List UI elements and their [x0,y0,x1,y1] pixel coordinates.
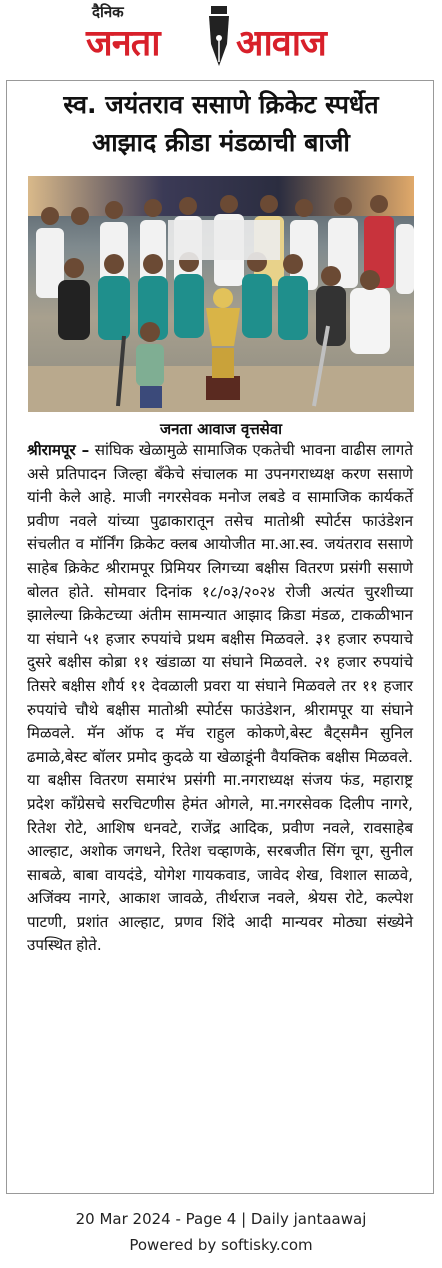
masthead [0,0,442,78]
article-dateline: श्रीरामपूर – [27,441,90,459]
footer-issue-info: 20 Mar 2024 - Page 4 | Daily jantaawaj [75,1210,367,1228]
trophy [206,288,240,400]
headline-line-1: स्व. जयंतराव ससाणे क्रिकेट स्पर्धेत [63,90,379,119]
team-photo [28,176,414,412]
masthead-title-right: आवाज [236,23,326,64]
article-body [27,439,413,958]
masthead-title-left: जनता [86,23,160,64]
article-text: सांघिक खेळामुळे सामाजिक एकतेची भावना वाढीस लागते असे प्रतिपादन जिल्हा बँकेचे संचालक मा उपनगराध्यक्ष करण ससाणे यांनी केले आहे. माजी नगरसेवक मनोज लबडे व सामाजिक कार्यकर्ते प्रवीण नवले यांच्या पुढाकारातून तसेच मातोश्री स्पोर्टस फाउंडेशन संचलीत व मॉर्निंग क्रिकेट क्लब आयोजीत मा.आ.स्व. जयंतराव ससाणे साहेब क्रिकेट श्रीरामपूर प्रिमियर लिगच्या बक्षीस वितरण प्रसंगी ससाणे बोलत होते. सोमवार दिनांक १८/०३/२०२४ रोजी अत्यंत चुरशीच्या झालेल्या क्रिकेटच्या अंतीम सामन्यात आझाद क्रिडा मंडळ, टाकळीभान या संघाने ५१ हजार रुपयांचे प्रथम बक्षीस मिळवले. ३१ हजार रुपयाचे दुसरे बक्षीस कोब्रा ११ खंडाळा या संघाने मिळवले. २१ हजार रुपयांचे तिसरे बक्षीस शौर्य ११ देवळाली प्रवरा या संघाने मिळवले तर ११ हजार रुपयांचे चौथे बक्षीस मातोश्री स्पोर्टस फाउंडेशन, श्रीरामपूर या संघाने मिळवले. मॅन ऑफ द मॅच राहुल कोकणे,बेस्ट बैट्समैन सुनिल ढमाळे,बेस्ट बॉलर प्रमोद कुदळे या खेळाडूंनी वैयक्तिक बक्षीस मिळवले. या बक्षीस वितरण समारंभ प्रसंगी मा.नगराध्यक्ष संजय फंड, महाराष्ट्र प्रदेश काँग्रेसचे सरचिटणीस हेमंत ओगले, मा.नगरसेवक दिलीप नागरे, रितेश रोटे, आशिष धनवटे, राजेंद्र आदिक, प्रवीण नवले, रावसाहेब आल्हाट, अशोक जगधने, रितेश चव्हाणके, सरबजीत सिंग चूग, सुनील साबळे, बाबा वायदंडे, योगेश गायकवाड, जावेद शेख, विशाल साळवे, अजिंक्य नागरे, आकाश जावळे, तीर्थराज नवले, श्रेयस रोटे, कल्पेश पाटणी, प्रशांत आल्हाट, प्रणव शिंदे आदी मान्यवर मोठ्या संख्येने उपस्थित होते. [27,441,413,955]
headline-line-2: आझाद क्रीडा मंडळाची बाजी [92,128,350,157]
team-photo-with-trophy-icon [28,176,414,412]
masthead-daily-label: दैनिक [92,3,124,21]
article-byline: जनता आवाज वृत्तसेवा [159,420,283,438]
headline [6,86,436,162]
pen-nib-icon [205,4,233,68]
footer-powered-by: Powered by softisky.com [129,1236,313,1254]
